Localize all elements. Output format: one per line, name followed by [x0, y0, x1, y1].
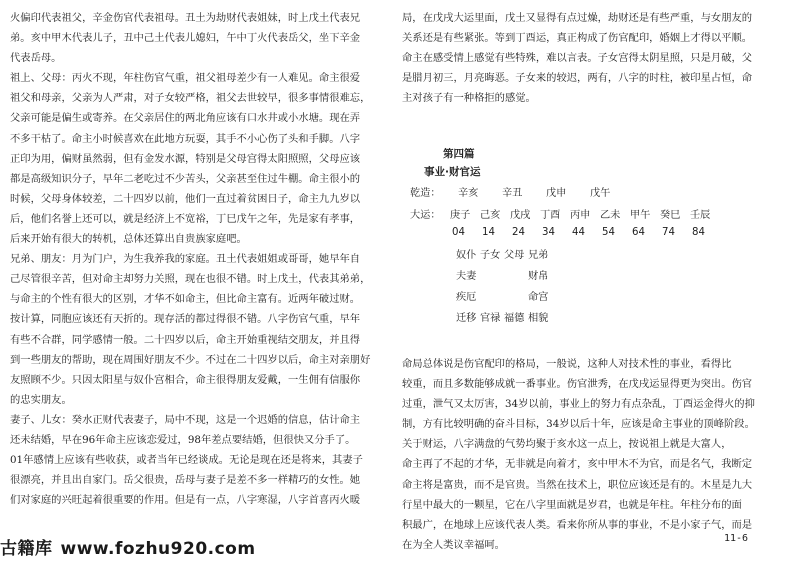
text-line: 在为全人类议幸福呵。: [402, 538, 505, 551]
left-column: [10, 8, 386, 510]
text-line: 命局总体说是伤官配印的格局，一般说，这种人对技术性的事业，看得比: [402, 358, 732, 370]
text-line: 弟。亥中甲木代表儿子，丑中己土代表儿媳妇，午中丁火代表岳父，坐下辛金: [10, 32, 361, 45]
dayun-item: 丙申: [570, 210, 591, 221]
text-line: 命主在感受情上感觉有些特殊，难以言表。子女宫得太阴星照，只是月破，父: [402, 52, 753, 65]
palace-label: 财帛: [528, 271, 549, 282]
text-line: 较重，而且多数能够成就一番事业。伤官泄秀，在戊戌运显得更为突出。伤官: [402, 378, 753, 391]
dayun-age: 14: [482, 227, 495, 238]
palace-label: 奴仆: [456, 250, 477, 261]
palace-label: 兄弟: [528, 250, 549, 261]
dayun-age: 74: [662, 227, 675, 238]
palace-label: 福德: [504, 313, 525, 324]
text-line: 们对家庭的兴旺起着很重要的作用。但是有一点，八字寒湿，八字首喜丙火暖: [10, 494, 361, 507]
pillar: 辛亥: [458, 188, 479, 199]
dayun-label: 大运：: [410, 210, 441, 221]
text-line: 有些不合群，同学感情一般。二十四岁以后，命主开始重视结交朋友，并且得: [10, 333, 361, 346]
text-line: 命主再了不起的才华，无非就是向着才，亥中甲木不为官，而是名气，我断定: [402, 458, 753, 471]
text-line: 按计算，同胞应该还有天折的。现存活的都过得很不错。八字伤官气重，早年: [10, 313, 361, 326]
text-line: 是腊月初三，月亮晦恶。子女来的较迟，两有，八字的时柱，被印星占恒，命: [402, 72, 753, 85]
dayun-item: 乙未: [600, 210, 621, 221]
qianzao-label: 乾造：: [410, 188, 441, 199]
text-line: 正印为用，偏财虽然弱，但有金发水源，特别是父母宫得太阳照照，父母应该: [10, 152, 361, 165]
dayun-age: 04: [452, 227, 465, 238]
dayun-item: 己亥: [480, 210, 501, 221]
text-line: 妻子、儿女：癸水正财代表妻子，局中不现，这是一个迟婚的信息，估计命主: [10, 413, 361, 426]
text-line: 主对孩子有一种格拒的感觉。: [402, 92, 536, 105]
text-line: 己尽管很辛苦，但对命主却努力关照，现在也很不错。时上戊土，代表其弟弟，: [10, 273, 371, 286]
text-line: 时候，父母身体较差，二十四岁以前，他们一直过着贫困日子，命主九九岁以: [10, 192, 361, 205]
text-line: 后，他们名誉上还可以，就是经济上不宽裕，丁巳戊午之年，先是家有孝事，: [10, 212, 361, 225]
dayun-item: 庚子: [450, 210, 471, 221]
watermark-name: 古籍库: [0, 539, 53, 559]
bazi-chart: [402, 184, 774, 334]
text-line: 关系还是有些紧张。等到丁酉运，真正构成了伤官配印，婚姻上才得以平顺。: [402, 32, 753, 45]
text-line: 兄弟、朋友：月为门户，为生我养我的家庭。丑土代表姐姐或哥哥，她早年自: [10, 253, 361, 266]
dayun-age: 44: [572, 227, 585, 238]
dayun-age: 64: [632, 227, 645, 238]
pillar: 戊午: [590, 188, 611, 199]
text-line: 命主将是富贵，而不是官贵。当然在技术上，职位应该还是有的。木星是九大: [402, 478, 753, 491]
palace-label: 相貌: [528, 313, 549, 324]
watermark-url: www.fozhu920.com: [60, 539, 256, 559]
text-line: 很漂亮，并且出自家门。岳父很贵，岳母与妻子是差不多一样精巧的女性。她: [10, 474, 361, 487]
text-line: 不多干枯了。命主小时候喜欢在此地方玩耍，其手不小心伤了头和手脚。八字: [10, 132, 361, 145]
text-line: 局，在戊戌大运里面，戊土又显得有点过燥，劫财还是有些严重，与女朋友的: [402, 12, 753, 24]
chapter-title: 第四篇: [443, 148, 475, 160]
palace-label: 迁移: [456, 313, 477, 324]
site-watermark: [0, 534, 256, 559]
palace-label: 命宫: [528, 292, 549, 303]
pillar: 辛丑: [502, 188, 523, 199]
palace-label: 子女: [480, 250, 501, 261]
text-line: 父亲可能是偏生或寄养。在父亲居住的两北角应该有口水井或小水塘。现在弄: [10, 112, 361, 125]
right-column-bottom: [402, 354, 774, 555]
palace-label: 疾厄: [456, 292, 477, 303]
text-line: 火偏印代表祖父，辛金伤官代表祖母。丑土为劫财代表姐妹，时上戊土代表兄: [10, 12, 361, 24]
text-line: 关于财运，八字满盘的气势均聚于亥水这一点上，按说祖上就是大富人，: [402, 438, 732, 451]
dayun-age: 84: [692, 227, 705, 238]
text-line: 友照顾不少。只因太阳星与奴仆宫相合，命主很得朋友爱戴，一生佣有信服你: [10, 373, 361, 386]
text-line: 祖上、父母：丙火不现，年柱伤官气重，祖父祖母差少有一人难见。命主很爱: [10, 72, 361, 85]
section-title: 事业·财官运: [424, 166, 481, 178]
text-line: 祖父和母亲，父亲为人严肃，对子女较严格，祖父去世较早，很多事情很难忘，: [10, 92, 371, 105]
text-line: 的忠实朋友。: [10, 393, 72, 406]
dayun-age: 24: [512, 227, 525, 238]
dayun-age: 54: [602, 227, 615, 238]
dayun-item: 丁酉: [540, 210, 561, 221]
dayun-item: 壬辰: [690, 210, 711, 221]
text-line: 积最广，在地球上应该代表人类。看来你所从事的事业，不是小家子气，而是: [402, 518, 753, 531]
pillar: 戊申: [546, 188, 567, 199]
text-line: 与命主的个性有很大的区别，才华不如命主，但比命主富有。近两年破过财。: [10, 293, 361, 306]
page-number: 11-6: [724, 533, 749, 544]
text-line: 后来开始有很大的转机，总体还算出自贵族家庭吧。: [10, 233, 247, 246]
right-column-top: [402, 8, 774, 108]
dayun-item: 戊戌: [510, 210, 531, 221]
text-line: 代表岳母。: [10, 52, 62, 65]
palace-label: 官禄: [480, 313, 501, 324]
dayun-item: 甲午: [630, 210, 651, 221]
text-line: 还未结婚，早在96年命主应该恋爱过，98年差点要结婚，但很快又分手了。: [10, 433, 356, 446]
text-line: 到一些朋友的帮助，现在周围好朋友不少。不过在二十四岁以后，命主对亲朋好: [10, 353, 371, 366]
palace-label: 父母: [504, 250, 525, 261]
palace-label: 夫妻: [456, 271, 477, 282]
dayun-item: 癸巳: [660, 210, 681, 221]
text-line: 行星中最大的一颗星，它在八字里面就是岁君，也就是年柱。年柱分布的面: [402, 498, 742, 511]
text-line: 01年感情上应该有些收获，或者当年已经谈成。无论是现在还是将来，其妻子: [10, 454, 363, 467]
text-line: 都是高级知识分子，早年二老吃过不少苦头，父亲甚至住过牛棚。命主很小的: [10, 172, 361, 185]
text-line: 过重，泄气又太厉害，34岁以前，事业上的努力有点杂乱，丁酉运金得火的抑: [402, 398, 755, 411]
text-line: 制，方有比较明确的奋斗目标，34岁以后十年，应该是命主事业的顶峰阶段。: [402, 418, 755, 431]
dayun-age: 34: [542, 227, 555, 238]
